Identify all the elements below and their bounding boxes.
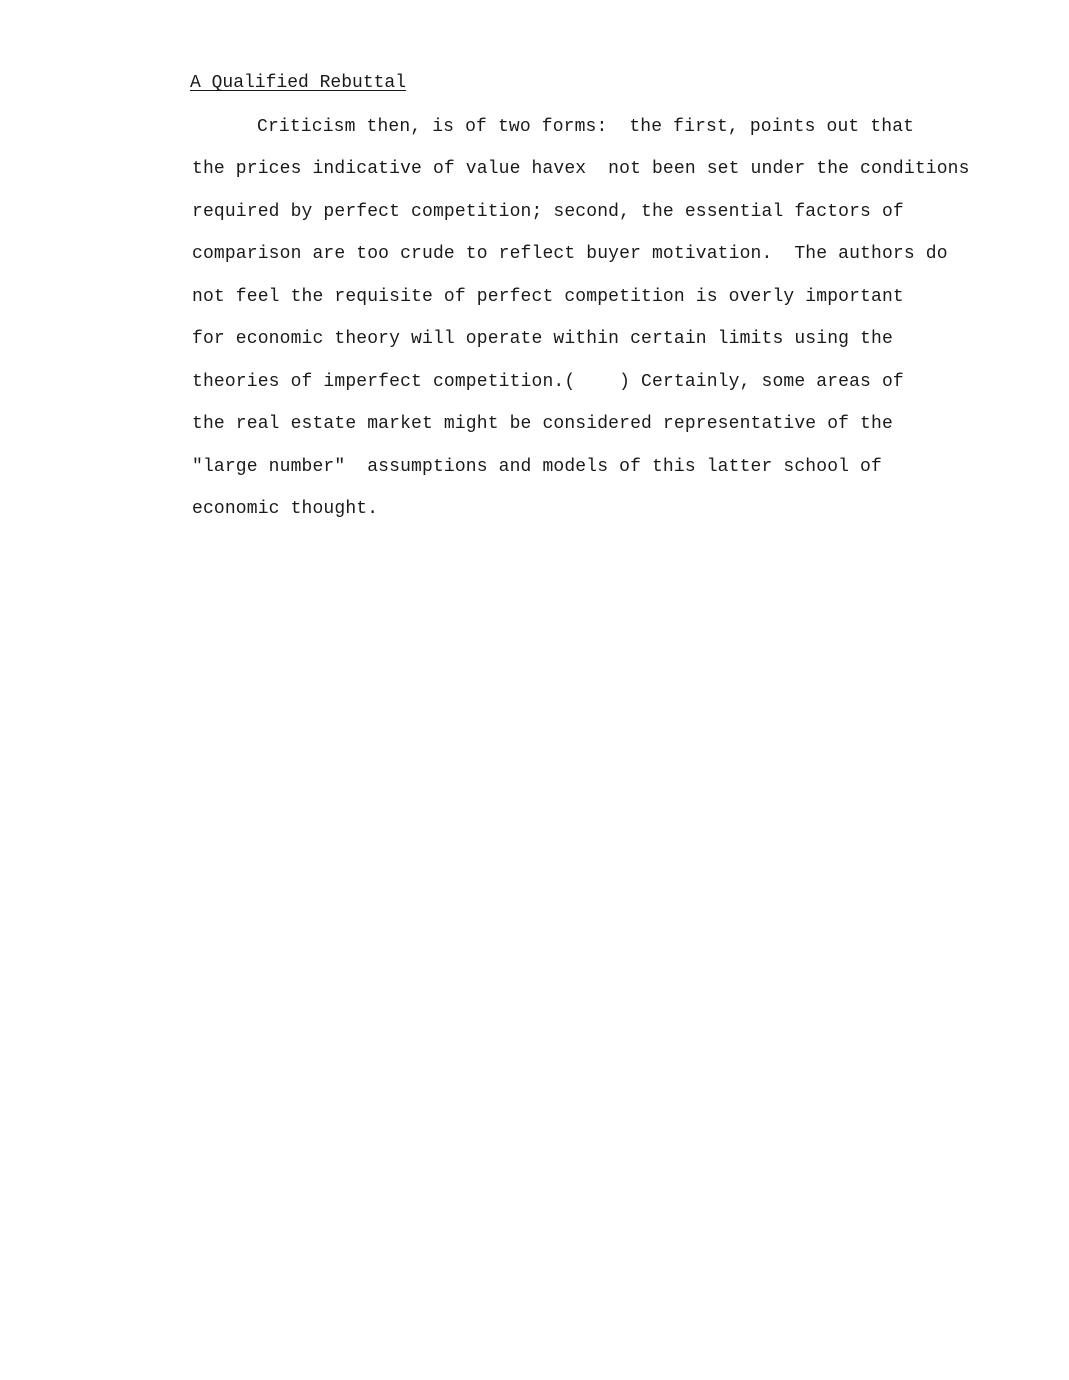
- paragraph-line: economic thought.: [192, 499, 379, 519]
- paragraph-line: Criticism then, is of two forms: the first, points out that: [257, 117, 915, 137]
- paragraph-line: not feel the requisite of perfect competition is overly important: [192, 287, 904, 307]
- paragraph-line: the prices indicative of value havex not been set under the conditions: [192, 159, 970, 179]
- paragraph-line: the real estate market might be considered representative of the: [192, 414, 893, 434]
- paragraph-line: "large number" assumptions and models of this latter school of: [192, 457, 882, 477]
- section-heading: A Qualified Rebuttal: [190, 73, 407, 93]
- paragraph-line: comparison are too crude to reflect buyer motivation. The authors do: [192, 244, 948, 264]
- paragraph-line: theories of imperfect competition.( ) Certainly, some areas of: [192, 372, 904, 392]
- paragraph-line: required by perfect competition; second, the essential factors of: [192, 202, 904, 222]
- paragraph-line: for economic theory will operate within certain limits using the: [192, 329, 893, 349]
